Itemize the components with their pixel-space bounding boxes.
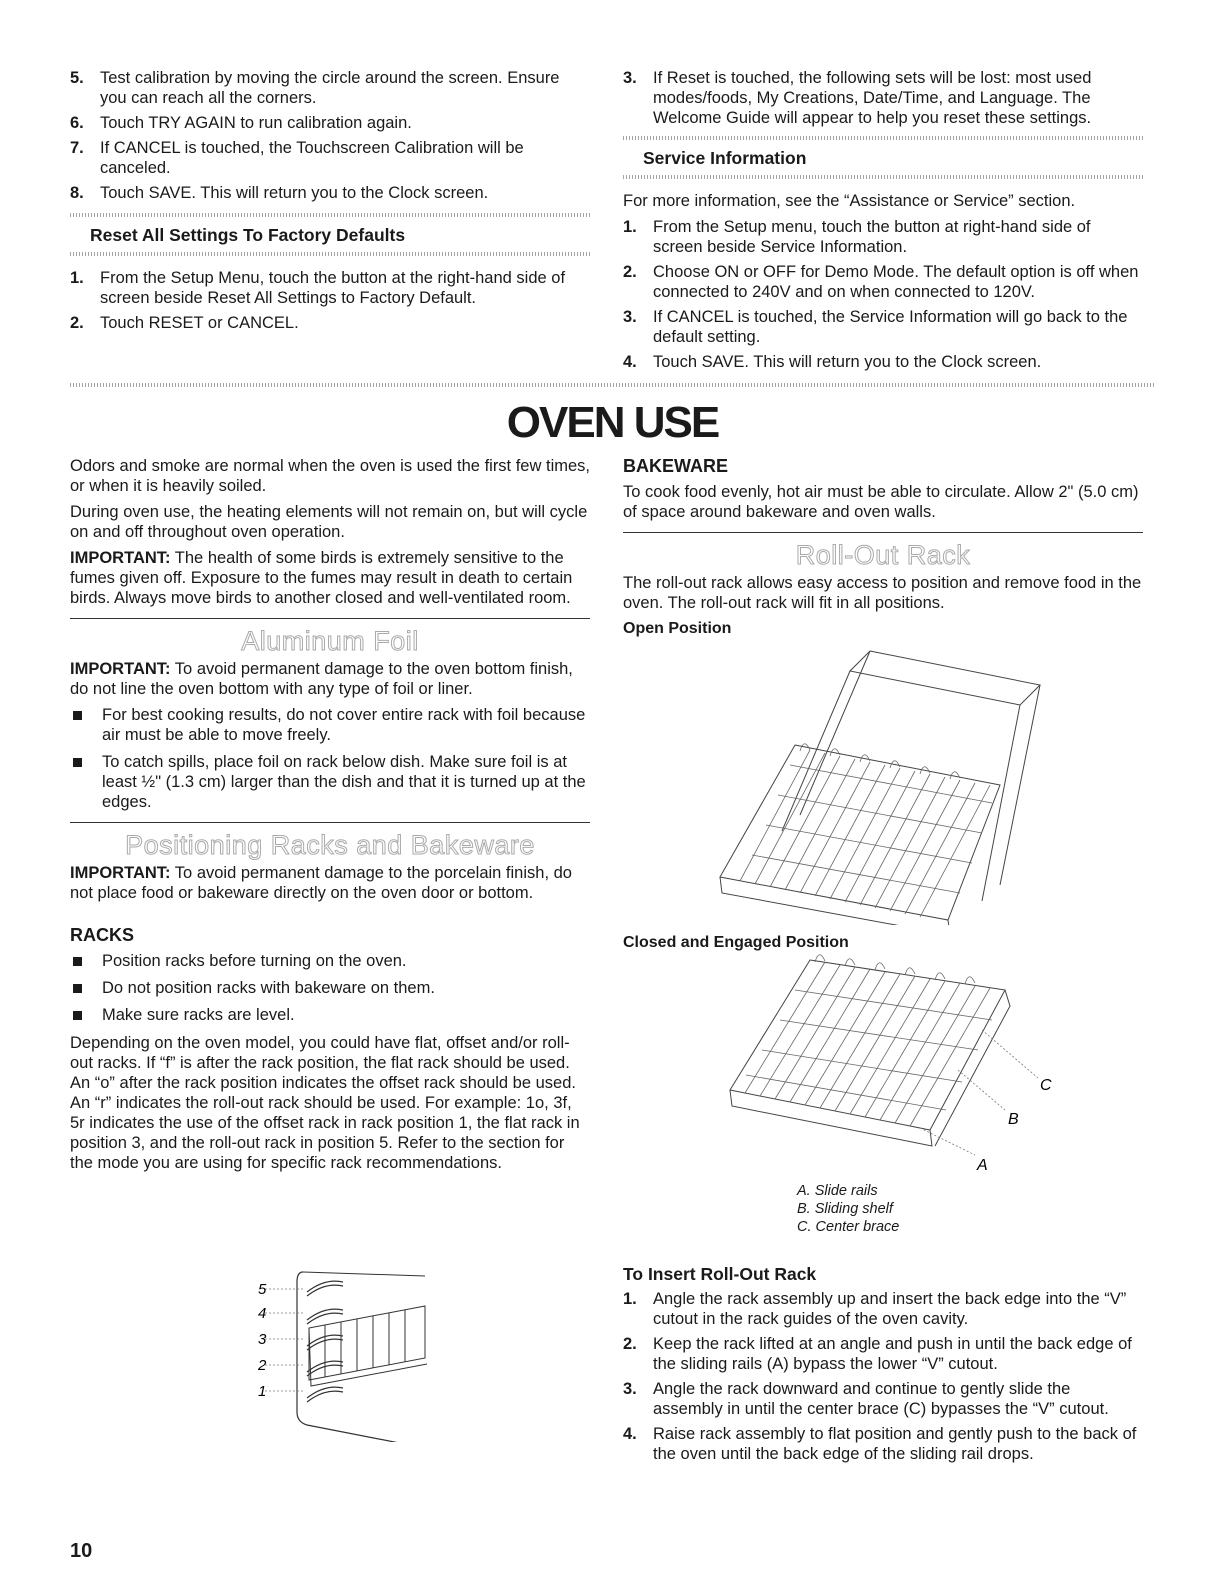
reset-step-2: 2. Touch RESET or CANCEL.	[70, 314, 299, 332]
callout-b: B	[1008, 1111, 1019, 1128]
full-width-divider	[70, 383, 1155, 387]
closed-position-rack-illustration	[720, 950, 1070, 1180]
racks-description: Depending on the oven model, you could have flat, offset and/or roll-out racks. If “f” is after the rack position, the flat rack should be used. An “o” after the rack position indicates the offset rack should be used. An “r” indicates the roll-out rack should be used. For example: 1o, 3f, 5r indicates the use of the offset rack in rack position 1, the flat rack in position 3, and the roll-out rack in position 5. Refer to the section for the mode you are using for specific rack recommendations.	[70, 1034, 580, 1172]
reset-steps-continued	[623, 68, 1143, 128]
legend-slide-rails: A. Slide rails	[797, 1183, 878, 1199]
rack-position-1: 1	[258, 1383, 267, 1400]
page-number: 10	[70, 1540, 93, 1562]
rack-legend	[797, 1182, 997, 1236]
callout-a: A	[977, 1157, 988, 1174]
section-divider	[70, 252, 590, 256]
bakeware-text: To cook food evenly, hot air must be able to circulate. Allow 2" (5.0 cm) of space around bakeware and oven walls.	[623, 483, 1139, 521]
calibration-steps	[70, 68, 590, 203]
insert-heading: To Insert Roll-Out Rack	[623, 1264, 817, 1284]
open-position-rack-illustration	[700, 645, 1060, 925]
rack-position-3: 3	[258, 1331, 267, 1348]
bottom-right-column	[623, 456, 1143, 643]
section-divider	[70, 213, 590, 217]
insert-step-2: 2. Keep the rack lifted at an angle and push in until the back edge of the sliding rails (A) bypass the lower “V” cutout.	[623, 1335, 1132, 1373]
step-7: 7. If CANCEL is touched, the Touchscreen Calibration will be canceled.	[70, 139, 524, 177]
insert-steps	[623, 1289, 1143, 1464]
closed-position-label: Closed and Engaged Position	[623, 934, 849, 951]
foil-bullets	[70, 705, 590, 812]
section-rule	[623, 532, 1143, 533]
intro-heating: During oven use, the heating elements will not remain on, but will cycle on and off throughout oven operation.	[70, 503, 588, 541]
top-left-column	[70, 68, 590, 338]
reset-heading: Reset All Settings To Factory Defaults	[90, 225, 406, 245]
service-intro: For more information, see the “Assistance or Service” section.	[623, 192, 1076, 210]
section-divider	[623, 136, 1143, 140]
positioning-title: Positioning Racks and Bakeware	[125, 830, 535, 860]
reset-step-1: 1. From the Setup Menu, touch the button at the right-hand side of screen beside Reset All Settings to Factory Default.	[70, 269, 566, 307]
open-position-label: Open Position	[623, 620, 732, 637]
intro-birds: IMPORTANT: The health of some birds is extremely sensitive to the fumes given off. Exposure to the fumes may result in death to certain birds. Always move birds to another closed and well-ventilated room.	[70, 549, 573, 607]
racks-bullet-3: Make sure racks are level.	[70, 1005, 590, 1025]
roll-out-rack-title: Roll-Out Rack	[795, 540, 971, 570]
service-step-4: 4. Touch SAVE. This will return you to the Clock screen.	[623, 353, 1042, 371]
racks-bullets	[70, 951, 590, 1025]
service-step-1: 1. From the Setup menu, touch the button at right-hand side of screen beside Service Information.	[623, 218, 1091, 256]
rollout-text: The roll-out rack allows easy access to position and remove food in the oven. The roll-out rack will fit in all positions.	[623, 574, 1142, 612]
service-step-2: 2. Choose ON or OFF for Demo Mode. The default option is off when connected to 240V and on when connected to 120V.	[623, 263, 1139, 301]
legend-center-brace: C. Center brace	[797, 1219, 900, 1235]
page-title: OVEN USE	[506, 398, 719, 447]
foil-important: IMPORTANT: To avoid permanent damage to the oven bottom finish, do not line the oven bottom with any type of foil or liner.	[70, 660, 573, 698]
intro-odors: Odors and smoke are normal when the oven is used the first few times, or when it is heavily soiled.	[70, 457, 590, 495]
top-right-column	[623, 68, 1143, 377]
insert-step-3: 3. Angle the rack downward and continue to gently slide the assembly in until the center brace (C) bypasses the “V” cutout.	[623, 1380, 1109, 1418]
rack-position-4: 4	[258, 1305, 267, 1322]
step-8: 8. Touch SAVE. This will return you to the Clock screen.	[70, 184, 489, 202]
rack-position-5: 5	[258, 1281, 267, 1298]
legend-sliding-shelf: B. Sliding shelf	[797, 1201, 893, 1217]
positioning-important: IMPORTANT: To avoid permanent damage to the porcelain finish, do not place food or bakeware directly on the oven door or bottom.	[70, 864, 572, 902]
rack-positions-illustration	[245, 1262, 445, 1442]
insert-section	[623, 1264, 1143, 1469]
service-heading: Service Information	[643, 148, 807, 168]
insert-step-4: 4. Raise rack assembly to flat position and gently push to the back of the oven until the back edge of the sliding rail drops.	[623, 1425, 1137, 1463]
racks-heading: RACKS	[70, 925, 135, 945]
section-rule	[70, 618, 590, 619]
foil-bullet-2: To catch spills, place foil on rack below dish. Make sure foil is at least ½" (1.3 cm) larger than the dish and that it is turned up at the edges.	[70, 752, 590, 812]
bakeware-heading: BAKEWARE	[623, 456, 729, 476]
foil-bullet-1: For best cooking results, do not cover entire rack with foil because air must be able to move freely.	[70, 705, 590, 745]
insert-step-1: 1. Angle the rack assembly up and insert the back edge into the “V” cutout in the rack guides of the oven cavity.	[623, 1290, 1127, 1328]
reset-step-3: 3. If Reset is touched, the following sets will be lost: most used modes/foods, My Creations, Date/Time, and Language. The Welcome Guide will appear to help you reset these settings.	[623, 69, 1092, 127]
aluminum-foil-title: Aluminum Foil	[241, 626, 419, 656]
service-steps	[623, 217, 1143, 372]
racks-bullet-1: Position racks before turning on the oven.	[70, 951, 590, 971]
section-divider	[623, 175, 1143, 179]
service-step-3: 3. If CANCEL is touched, the Service Information will go back to the default setting.	[623, 308, 1128, 346]
step-6: 6. Touch TRY AGAIN to run calibration again.	[70, 114, 412, 132]
reset-steps	[70, 268, 590, 333]
callout-c: C	[1040, 1077, 1052, 1094]
bottom-left-column	[70, 456, 590, 1179]
step-5: 5. Test calibration by moving the circle around the screen. Ensure you can reach all the corners.	[70, 69, 560, 107]
section-rule	[70, 822, 590, 823]
rack-position-2: 2	[258, 1357, 267, 1374]
racks-bullet-2: Do not position racks with bakeware on them.	[70, 978, 590, 998]
